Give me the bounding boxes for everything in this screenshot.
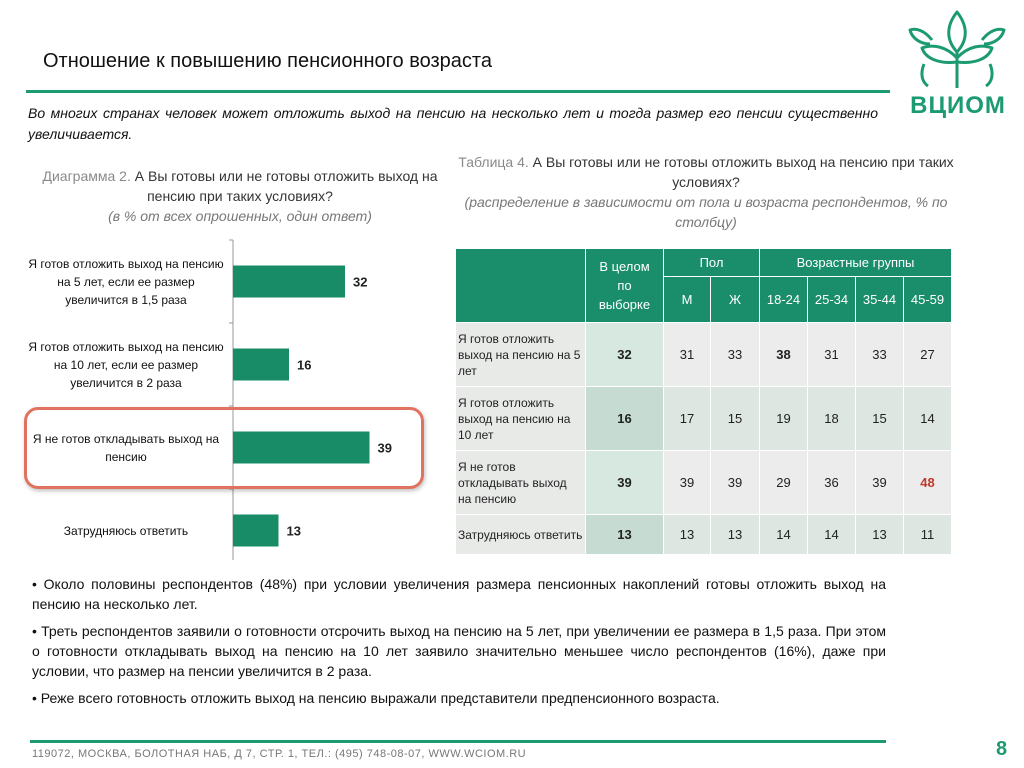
cell-value: 36 <box>808 451 856 515</box>
data-label: 16 <box>297 357 312 373</box>
category-label: Я готов отложить выход на пенсию на 10 лет, если ее размер увеличится в 2 раза <box>28 339 224 390</box>
intro-text: Во многих странах человек может отложить выход на пенсию на несколько лет и тогда размер его пенсии существенно увеличивается. <box>28 105 878 142</box>
highlight-frame <box>24 407 424 489</box>
data-table <box>455 248 952 555</box>
category-label: Я готов отложить выход на пенсию на 5 лет, если ее размер увеличится в 1,5 раза <box>28 256 224 307</box>
bar <box>233 515 279 547</box>
header-age-25-34: 25-34 <box>808 277 856 323</box>
table-row <box>456 387 952 451</box>
cell-value: 14 <box>808 515 856 555</box>
header-age-18-24: 18-24 <box>760 277 808 323</box>
bullet-item: • Реже всего готовность отложить выход на пенсию выражали представители предпенсионного возраста. <box>32 690 720 706</box>
diagram-prefix: Диаграмма 2. <box>42 168 131 184</box>
row-label: Я не готов откладывать выход на пенсию <box>456 451 586 515</box>
cell-value: 13 <box>664 515 711 555</box>
cell-value: 39 <box>664 451 711 515</box>
cell-value: 14 <box>760 515 808 555</box>
table-question: А Вы готовы или не готовы отложить выход на пенсию при таких условиях? <box>532 154 954 190</box>
row-label: Я готов отложить выход на пенсию на 10 лет <box>456 387 586 451</box>
page-number: 8 <box>996 738 1008 760</box>
category-label: Я не готов откладывать выход на пенсию <box>32 431 220 464</box>
row-label: Затрудняюсь ответить <box>456 515 586 555</box>
cell-value: 33 <box>856 323 904 387</box>
cell-value: 11 <box>904 515 952 555</box>
bar <box>233 266 345 298</box>
data-label: 13 <box>286 523 301 539</box>
header-group-sex: Пол <box>664 249 760 277</box>
bullet-item: • Треть респондентов заявили о готовности отсрочить выход на пенсию на 5 лет, при увеличении ее размера в 1,5 раза. При этом о готовности откладывать выход на пенсию на 10 лет заявило значительно меньшее число респондентов (16%), даже при условии, что размер на пенсии увеличится в 2 раза. <box>32 623 886 679</box>
diagram-note: (в % от всех опрошенных, один ответ) <box>108 208 372 224</box>
diagram-question: А Вы готовы или не готовы отложить выход на пенсию при таких условиях? <box>134 168 438 204</box>
cell-value: 29 <box>760 451 808 515</box>
header-female: Ж <box>711 277 760 323</box>
cell-value: 27 <box>904 323 952 387</box>
header-total: В целом по выборке <box>586 249 664 323</box>
table-row <box>456 515 952 555</box>
bullet-item: • Около половины респондентов (48%) при условии увеличения размера пенсионных накоплений готовы отложить выход на пенсию на несколько лет. <box>32 576 886 612</box>
table-row <box>456 323 952 387</box>
cell-value: 31 <box>664 323 711 387</box>
cell-value: 14 <box>904 387 952 451</box>
data-label: 39 <box>377 440 392 456</box>
cell-value-emphasis: 48 <box>904 451 952 515</box>
cell-total: 16 <box>586 387 664 451</box>
cell-total: 13 <box>586 515 664 555</box>
row-label: Я готов отложить выход на пенсию на 5 лет <box>456 323 586 387</box>
cell-value: 13 <box>711 515 760 555</box>
header-group-age: Возрастные группы <box>760 249 952 277</box>
header-age-35-44: 35-44 <box>856 277 904 323</box>
cell-value: 15 <box>856 387 904 451</box>
header-age-45-59: 45-59 <box>904 277 952 323</box>
cell-value: 19 <box>760 387 808 451</box>
table-note: (распределение в зависимости от пола и возраста респондентов, % по столбцу) <box>464 194 948 230</box>
cell-value: 18 <box>808 387 856 451</box>
table-row <box>456 451 952 515</box>
cell-total: 39 <box>586 451 664 515</box>
table-corner-header <box>456 249 586 323</box>
category-label: Затрудняюсь ответить <box>63 523 189 538</box>
cell-value: 17 <box>664 387 711 451</box>
cell-value: 13 <box>856 515 904 555</box>
data-label: 32 <box>353 274 368 290</box>
cell-value: 15 <box>711 387 760 451</box>
footer-address: 119072, МОСКВА, БОЛОТНАЯ НАБ, Д 7, СТР. 1, ТЕЛ.: (495) 748-08-07, WWW.WCIOM.RU <box>32 748 527 760</box>
cell-value: 38 <box>760 323 808 387</box>
cell-value: 39 <box>711 451 760 515</box>
table-prefix: Таблица 4. <box>458 154 529 170</box>
header-male: М <box>664 277 711 323</box>
cell-value: 39 <box>856 451 904 515</box>
summary-bullets <box>32 574 886 715</box>
cell-total: 32 <box>586 323 664 387</box>
cell-value: 31 <box>808 323 856 387</box>
slide-title: Отношение к повышению пенсионного возраста <box>43 50 492 72</box>
table-title <box>458 152 954 232</box>
footer-divider <box>30 740 886 743</box>
bar <box>233 349 289 381</box>
cell-value: 33 <box>711 323 760 387</box>
logo-text: ВЦИОМ <box>910 92 1006 119</box>
